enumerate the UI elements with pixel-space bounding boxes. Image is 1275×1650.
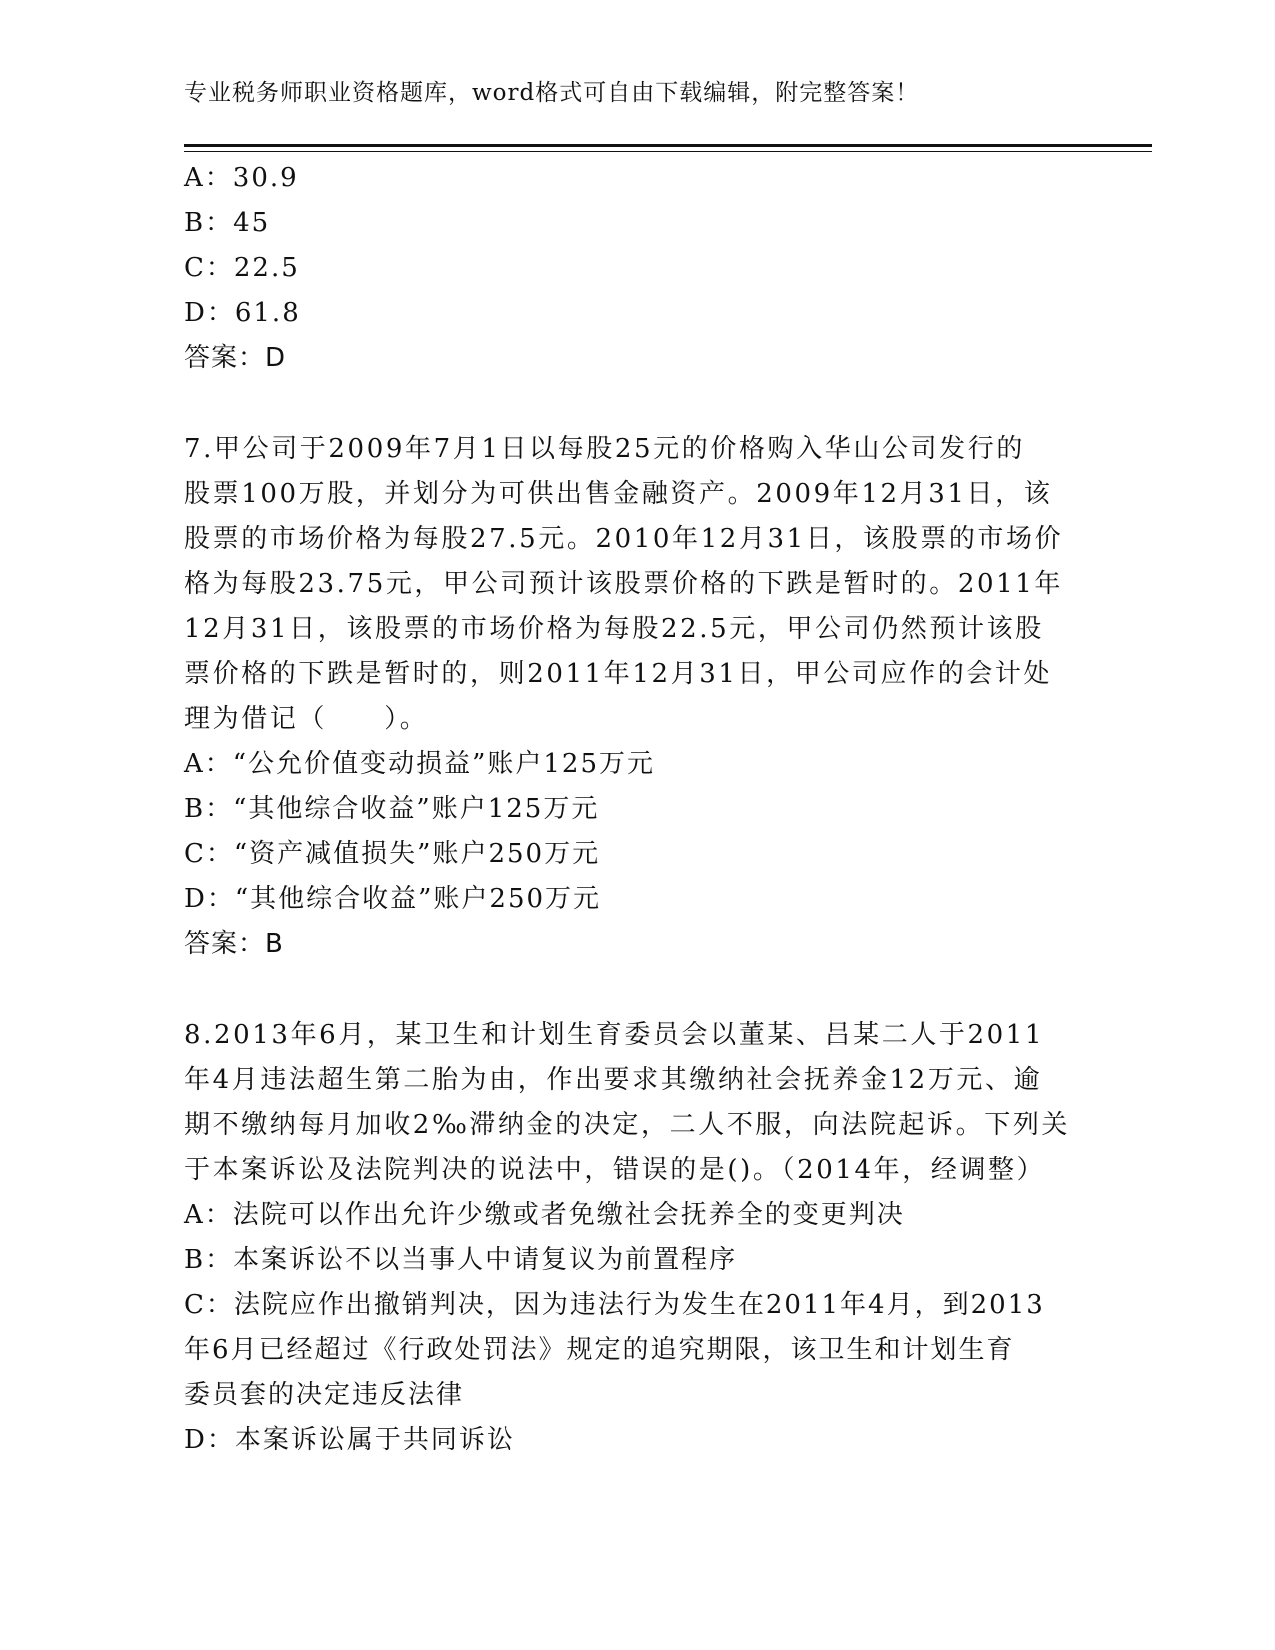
q6-option-c: C：22.5 <box>184 253 300 283</box>
q8-option-d: D：本案诉讼属于共同诉讼 <box>184 1425 515 1455</box>
q8-line-2: 年4月违法超生第二胎为由，作出要求其缴纳社会抚养金12万元、逾 <box>184 1065 1043 1095</box>
q6-option-a: A：30.9 <box>184 163 299 193</box>
q7-answer: 答案：B <box>184 929 284 959</box>
q7-question <box>184 427 1084 742</box>
q6-answer: 答案：D <box>184 343 287 373</box>
q8-line-1: 8.2013年6月，某卫生和计划生育委员会以董某、吕某二人于2011 <box>184 1020 1045 1050</box>
q7-line-7: 理为借记（ ）。 <box>184 704 429 734</box>
q8-option-b: B：本案诉讼不以当事人中请复议为前置程序 <box>184 1245 738 1275</box>
q7-line-6: 票价格的下跌是暂时的，则2011年12月31日，甲公司应作的会计处 <box>184 659 1053 689</box>
q7-line-4: 格为每股23.75元，甲公司预计该股票价格的下跌是暂时的。2011年 <box>184 569 1064 599</box>
q7-line-1: 7.甲公司于2009年7月1日以每股25元的价格购入华山公司发行的 <box>184 434 1025 464</box>
q7-option-c: C：“资产减值损失”账户250万元 <box>184 839 601 869</box>
q7-line-3: 股票的市场价格为每股27.5元。2010年12月31日，该股票的市场价 <box>184 524 1064 554</box>
q7-option-a: A：“公允价值变动损益”账户125万元 <box>184 749 655 779</box>
q8-line-3: 期不缴纳每月加收2‰滞纳金的决定，二人不服，向法院起诉。下列关 <box>184 1110 1071 1140</box>
q6-option-d: D：61.8 <box>184 298 301 328</box>
q8-option-c-line-2: 年6月已经超过《行政处罚法》规定的追究期限，该卫生和计划生育 <box>184 1335 1015 1365</box>
q8-option-a: A：法院可以作出允许少缴或者免缴社会抚养全的变更判决 <box>184 1200 905 1230</box>
header-rule <box>184 144 1152 152</box>
document-content <box>184 156 1084 1463</box>
spacer <box>184 967 1084 1013</box>
q6-option-b: B：45 <box>184 208 271 238</box>
q7-option-d: D：“其他综合收益”账户250万元 <box>184 884 602 914</box>
q8-option-c-line-3: 委员套的决定违反法律 <box>184 1380 465 1410</box>
q7-line-5: 12月31日，该股票的市场价格为每股22.5元，甲公司仍然预计该股 <box>184 614 1044 644</box>
q8-question <box>184 1013 1084 1193</box>
page-header: 专业税务师职业资格题库，word格式可自由下载编辑，附完整答案！ <box>184 80 920 106</box>
q7-option-b: B：“其他综合收益”账户125万元 <box>184 794 600 824</box>
q8-option-c-line-1: C：法院应作出撤销判决，因为违法行为发生在2011年4月，到2013 <box>184 1290 1045 1320</box>
spacer <box>184 381 1084 427</box>
q8-line-4: 于本案诉讼及法院判决的说法中，错误的是()。（2014年，经调整） <box>184 1155 1046 1185</box>
q7-line-2: 股票100万股，并划分为可供出售金融资产。2009年12月31日，该 <box>184 479 1053 509</box>
